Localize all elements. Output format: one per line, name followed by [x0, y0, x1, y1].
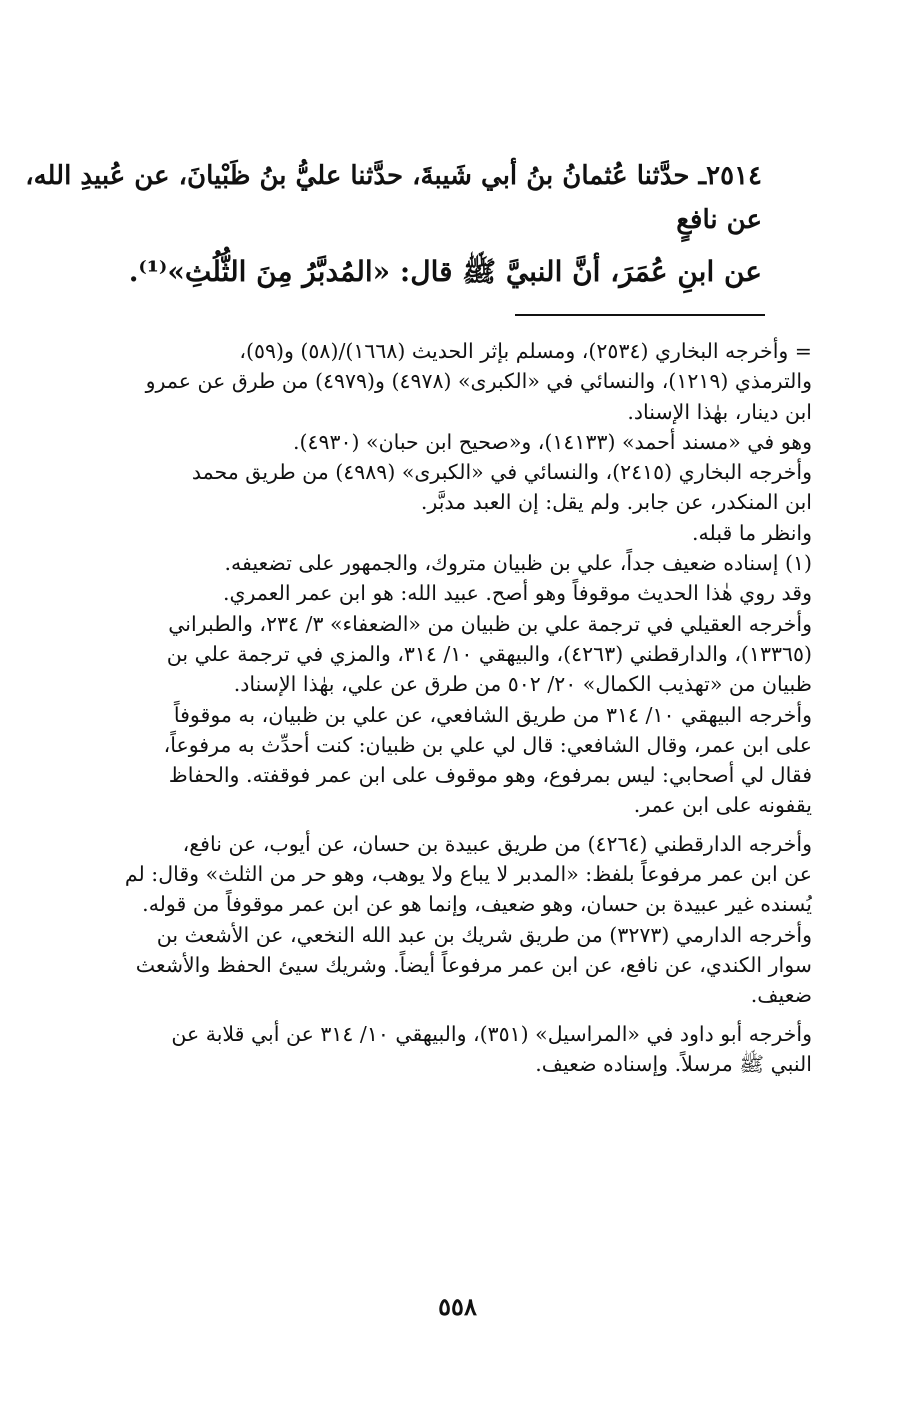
- footnote-line: يقفونه على ابن عمر.: [633, 793, 812, 818]
- footnote-line: وأخرجه الدارمي (٣٢٧٣) من طريق شريك بن عبد الله النخعي، عن الأشعث بن: [156, 922, 812, 947]
- footnote-line: وأخرجه البخاري (٢٤١٥)، والنسائي في «الكبرى» (٤٩٨٩) من طريق محمد: [191, 460, 812, 485]
- page-number: ٥٥٨: [438, 1292, 477, 1321]
- footnote-line: (١) إسناده ضعيف جداً، علي بن ظبيان متروك، والجمهور على تضعيفه.: [224, 551, 812, 576]
- footnotes-block: [100, 336, 812, 1079]
- footnote-line: فقال لي أصحابي: ليس بمرفوع، وهو موقوف على ابن عمر فوقفته. والحفاظ: [168, 763, 812, 788]
- footnote-line: ظبيان من «تهذيب الكمال» ٢٠/ ٥٠٢ من طرق عن علي، بهٰذا الإسناد.: [233, 672, 812, 697]
- hadith-line-3: عن ابنِ عُمَرَ، أنَّ النبيَّ ﷺ قال: «المُدبَّرُ مِنَ الثُّلُثِ»⁽¹⁾.: [128, 255, 762, 288]
- footnote-line: وأخرجه أبو داود في «المراسيل» (٣٥١)، والبيهقي ١٠/ ٣١٤ عن أبي قلابة عن: [171, 1021, 812, 1046]
- footnote-line: وانظر ما قبله.: [692, 520, 812, 545]
- footnote-line: ابن المنكدر، عن جابر. ولم يقل: إن العبد مدبَّر.: [420, 490, 812, 515]
- footnote-line: وهو في «مسند أحمد» (١٤١٣٣)، و«صحيح ابن حبان» (٤٩٣٠).: [292, 429, 812, 454]
- footnote-line: سوار الكندي، عن نافع، عن ابن عمر مرفوعاً أيضاً. وشريك سيئ الحفظ والأشعث: [135, 952, 812, 977]
- footnote-line: ضعيف.: [750, 983, 812, 1008]
- footnote-line: والترمذي (١٢١٩)، والنسائي في «الكبرى» (٤٩٧٨) و(٤٩٧٩) من طرق عن عمرو: [145, 369, 812, 394]
- footnote-line: وأخرجه العقيلي في ترجمة علي بن ظبيان من «الضعفاء» ٣/ ٢٣٤، والطبراني: [168, 611, 812, 636]
- footnote-line: النبي ﷺ مرسلاً. وإسناده ضعيف.: [535, 1051, 812, 1076]
- footnote-divider: [515, 314, 765, 316]
- footnote-line: ابن دينار، بهٰذا الإسناد.: [627, 399, 812, 424]
- footnote-line: = وأخرجه البخاري (٢٥٣٤)، ومسلم بإثر الحديث (١٦٦٨)/(٥٨) و(٥٩)،: [239, 339, 812, 363]
- footnote-line: وقد روي هٰذا الحديث موقوفاً وهو أصح. عبيد الله: هو ابن عمر العمري.: [222, 581, 812, 606]
- footnote-line: وأخرجه الدارقطني (٤٢٦٤) من طريق عبيدة بن حسان، عن أيوب، عن نافع،: [182, 831, 812, 856]
- hadith-line-2: عن نافعٍ: [676, 205, 762, 235]
- hadith-line-1: ٢٥١٤ـ حدَّثنا عُثمانُ بنُ أبي شَيبةَ، حدَّثنا عليُّ بنُ ظَبْيانَ، عن عُبيدِ الله،: [25, 161, 762, 191]
- footnote-line: على ابن عمر، وقال الشافعي: قال لي علي بن ظبيان: كنت أحدِّث به مرفوعاً،: [163, 732, 812, 757]
- footnote-line: وأخرجه البيهقي ١٠/ ٣١٤ من طريق الشافعي، عن علي بن ظبيان، به موقوفاً: [173, 702, 812, 727]
- footnote-line: يُسنده غير عبيدة بن حسان، وهو ضعيف، وإنما هو عن ابن عمر موقوفاً من قوله.: [142, 892, 812, 917]
- footnote-line: عن ابن عمر مرفوعاً بلفظ: «المدبر لا يباع ولا يوهب، وهو حر من الثلث» وقال: لم: [124, 862, 812, 887]
- footnote-line: (١٣٣٦٥)، والدارقطني (٤٢٦٣)، والبيهقي ١٠/ ٣١٤، والمزي في ترجمة علي بن: [166, 641, 812, 666]
